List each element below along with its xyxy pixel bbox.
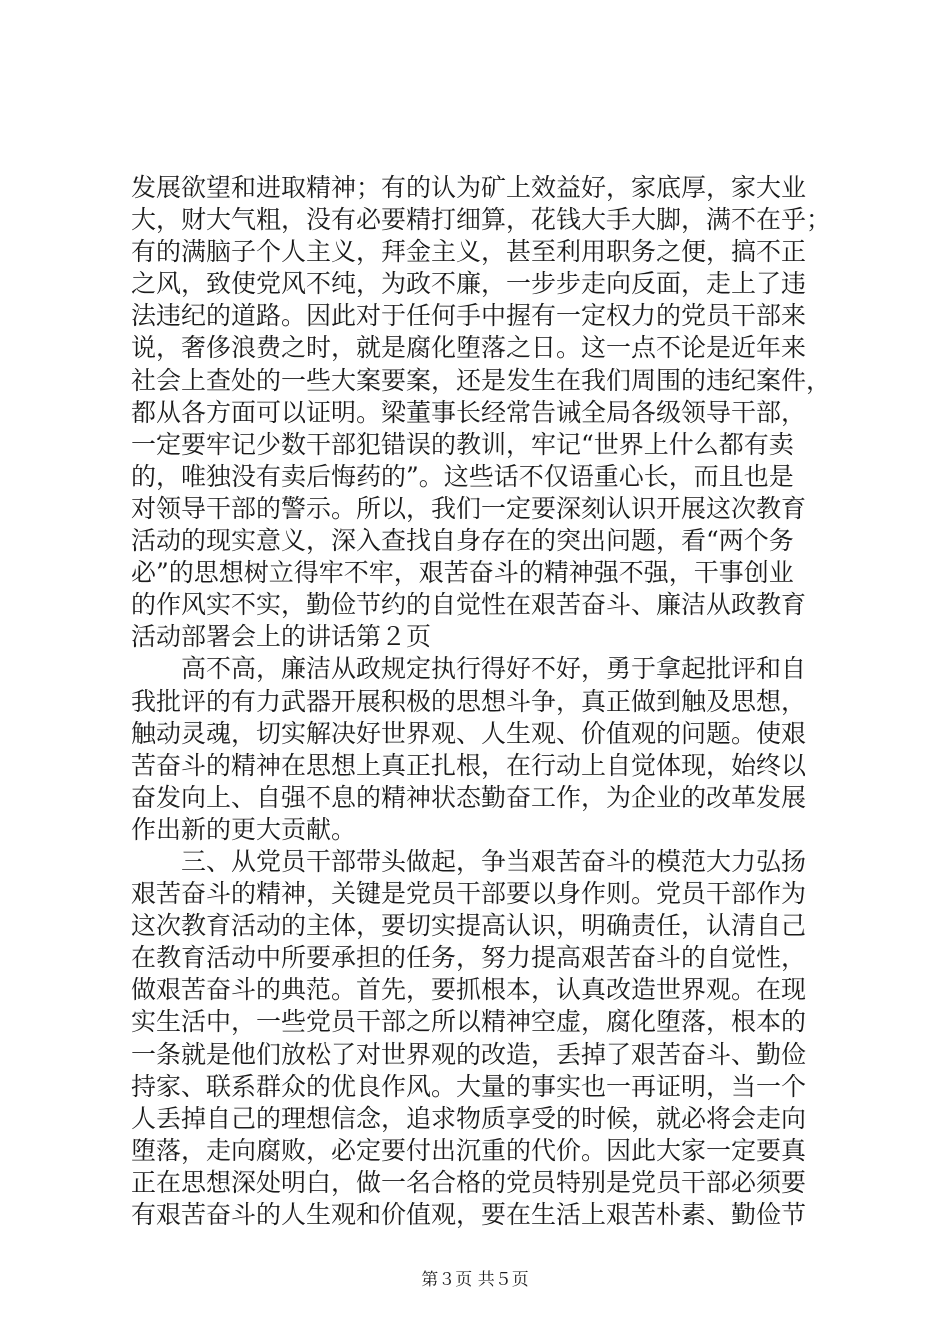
text-line: 作出新的更大贡献。 [131, 814, 357, 844]
text-line: 实生活中，一些党员干部之所以精神空虚，腐化堕落，根本的 [131, 1007, 807, 1037]
text-line: 一条就是他们放松了对世界观的改造，丢掉了艰苦奋斗、勤俭 [131, 1039, 807, 1069]
text-line: 活动的现实意义，深入查找自身存在的突出问题，看“两个务 [131, 526, 794, 556]
text-line: 高不高，廉洁从政规定执行得好不好，勇于拿起批评和自 [131, 654, 807, 684]
text-line: 发展欲望和进取精神；有的认为矿上效益好，家底厚，家大业 [131, 173, 807, 202]
text-line: 这次教育活动的主体，要切实提高认识，明确责任，认清自己 [131, 911, 807, 941]
text-line: 触动灵魂，切实解决好世界观、人生观、价值观的问题。使艰 [131, 718, 807, 748]
text-line: 的作风实不实，勤俭节约的自觉性在艰苦奋斗、廉洁从政教育 [131, 590, 807, 620]
text-line: 社会上查处的一些大案要案，还是发生在我们周围的违纪案件， [131, 365, 832, 395]
text-line: 活动部署会上的讲话第２页 [131, 622, 432, 652]
text-line: 有艰苦奋斗的人生观和价值观，要在生活上艰苦朴素、勤俭节 [131, 1200, 807, 1229]
text-line: 艰苦奋斗的精神，关键是党员干部要以身作则。党员干部作为 [131, 879, 807, 909]
text-line: 持家、联系群众的优良作风。大量的事实也一再证明，当一个 [131, 1071, 807, 1101]
text-line: 人丢掉自己的理想信念，追求物质享受的时候，就必将会走向 [131, 1103, 807, 1133]
text-line: 做艰苦奋斗的典范。首先，要抓根本，认真改造世界观。在现 [131, 975, 807, 1005]
text-line: 法违纪的道路。因此对于任何手中握有一定权力的党员干部来 [131, 301, 807, 331]
text-line: 必”的思想树立得牢不牢，艰苦奋斗的精神强不强，干事创业 [131, 558, 794, 588]
text-line: 说，奢侈浪费之时，就是腐化堕落之日。这一点不论是近年来 [131, 333, 807, 363]
text-line: 奋发向上、自强不息的精神状态勤奋工作，为企业的改革发展 [131, 782, 807, 812]
text-line: 在教育活动中所要承担的任务，努力提高艰苦奋斗的自觉性， [131, 943, 807, 973]
body-text [131, 172, 831, 1231]
text-line: 三、从党员干部带头做起，争当艰苦奋斗的模范大力弘扬 [131, 846, 807, 876]
page-number-label: 第３页 共５页 [421, 1270, 529, 1290]
text-line: 对领导干部的警示。所以，我们一定要深刻认识开展这次教育 [131, 493, 807, 523]
text-line: 都从各方面可以证明。梁董事长经常告诫全局各级领导干部， [131, 397, 807, 427]
page-footer [0, 1269, 950, 1291]
text-line: 我批评的有力武器开展积极的思想斗争，真正做到触及思想， [131, 686, 807, 716]
text-line: 堕落，走向腐败，必定要付出沉重的代价。因此大家一定要真 [131, 1135, 807, 1165]
text-line: 苦奋斗的精神在思想上真正扎根，在行动上自觉体现，始终以 [131, 750, 807, 780]
text-line: 正在思想深处明白，做一名合格的党员特别是党员干部必须要 [131, 1167, 807, 1197]
text-line: 之风，致使党风不纯，为政不廉，一步步走向反面，走上了违 [131, 269, 807, 299]
text-line: 大，财大气粗，没有必要精打细算，花钱大手大脚，满不在乎； [131, 205, 832, 235]
text-line: 的，唯独没有卖后悔药的”。这些话不仅语重心长，而且也是 [131, 461, 794, 491]
text-line: 一定要牢记少数干部犯错误的教训，牢记“世界上什么都有卖 [131, 429, 794, 459]
text-line: 有的满脑子个人主义，拜金主义，甚至利用职务之便，搞不正 [131, 237, 807, 267]
